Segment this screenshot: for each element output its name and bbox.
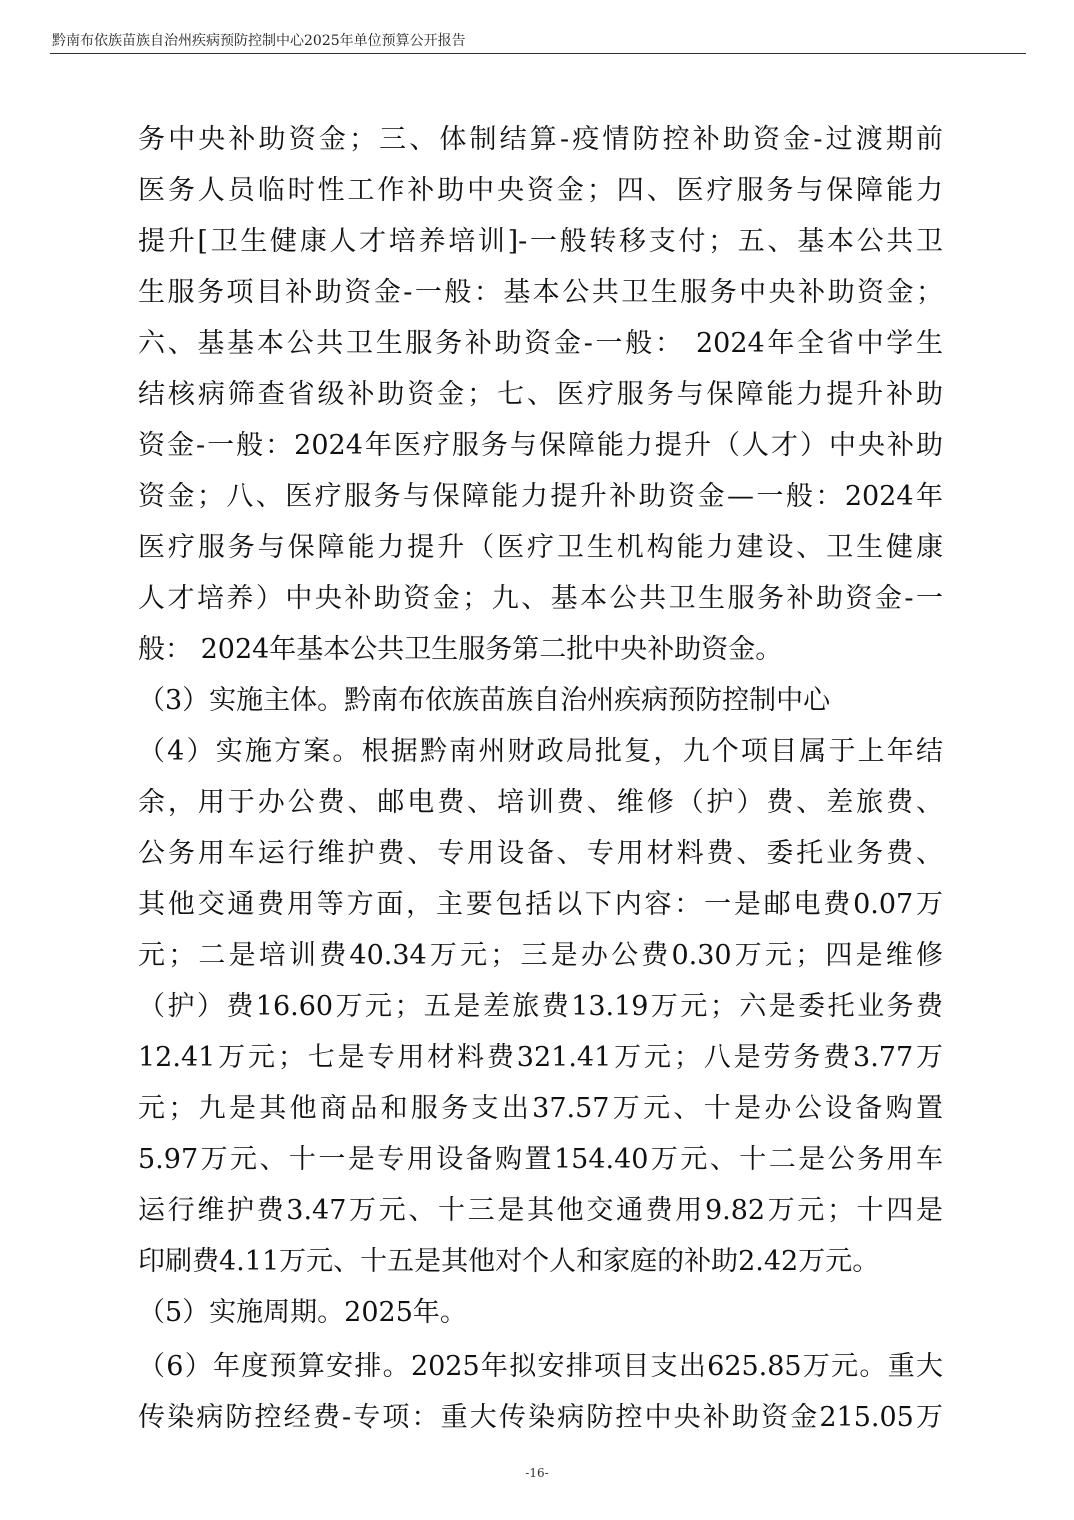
text-line: 医务人员临时性工作补助中央资金；四、医疗服务与保障能力 [138,175,943,206]
text-line: 生服务项目补助资金-一般：基本公共卫生服务中央补助资金； [138,277,943,308]
text-line: 公务用车运行维护费、专用设备、专用材料费、委托业务费、 [138,838,943,869]
text-line: 六、基基本公共卫生服务补助资金-一般： 2024年全省中学生 [138,328,943,359]
text-line: 5.97万元、十一是专用设备购置154.40万元、十二是公务用车 [138,1144,943,1175]
text-line: 12.41万元；七是专用材料费321.41万元；八是劳务费3.77万 [138,1042,943,1073]
text-line: （3）实施主体。黔南布依族苗族自治州疾病预防控制中心 [138,685,831,716]
text-line: （护）费16.60万元；五是差旅费13.19万元；六是委托业务费 [138,991,943,1022]
text-line: 提升[卫生健康人才培养培训]-一般转移支付；五、基本公共卫 [138,226,943,257]
text-line: 元；九是其他商品和服务支出37.57万元、十是办公设备购置 [138,1093,943,1124]
text-line: 印刷费4.11万元、十五是其他对个人和家庭的补助2.42万元。 [138,1246,880,1277]
text-line: 其他交通费用等方面，主要包括以下内容：一是邮电费0.07万 [138,889,943,920]
text-line: （4）实施方案。根据黔南州财政局批复，九个项目属于上年结 [138,736,943,767]
text-line: 资金-一般：2024年医疗服务与保障能力提升（人才）中央补助 [138,430,943,461]
text-line: 务中央补助资金；三、体制结算-疫情防控补助资金-过渡期前 [138,124,943,155]
page-number: -16- [525,1466,549,1480]
text-line: 结核病筛查省级补助资金；七、医疗服务与保障能力提升补助 [138,379,943,410]
text-line: 资金；八、医疗服务与保障能力提升补助资金—一般：2024年 [138,481,943,512]
text-line: 余，用于办公费、邮电费、培训费、维修（护）费、差旅费、 [138,787,943,818]
text-line: （5）实施周期。2025年。 [138,1297,467,1328]
text-line: （6）年度预算安排。2025年拟安排项目支出625.85万元。重大 [138,1351,943,1382]
text-line: 人才培养）中央补助资金；九、基本公共卫生服务补助资金-一 [138,583,943,614]
text-line: 传染病防控经费-专项：重大传染病防控中央补助资金215.05万 [138,1402,943,1433]
text-line: 般： 2024年基本公共卫生服务第二批中央补助资金。 [138,634,783,665]
text-line: 元；二是培训费40.34万元；三是办公费0.30万元；四是维修 [138,940,943,971]
document-header-title: 黔南布依族苗族自治州疾病预防控制中心2025年单位预算公开报告 [52,33,466,49]
header-divider [50,53,1026,54]
text-line: 运行维护费3.47万元、十三是其他交通费用9.82万元；十四是 [138,1195,943,1226]
document-body [138,114,943,1443]
text-line: 医疗服务与保障能力提升（医疗卫生机构能力建设、卫生健康 [138,532,943,563]
